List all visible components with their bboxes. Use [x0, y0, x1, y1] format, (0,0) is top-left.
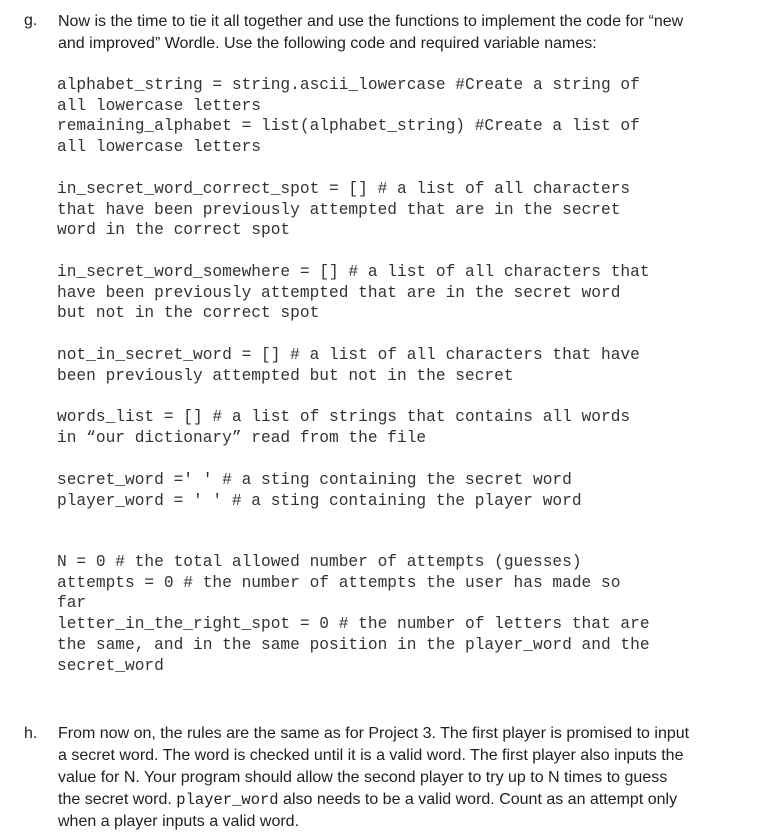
item-g-line-1: Now is the time to tie it all together and use the functions to implement the code for “new	[58, 13, 684, 30]
code-block-not-in-secret: not_in_secret_word = [] # a list of all characters that have been previously attempted but not in the secret	[57, 346, 640, 385]
item-h-line-5: when a player inputs a valid word.	[58, 813, 300, 830]
item-g-line-2: and improved” Wordle. Use the following code and required variable names:	[58, 35, 597, 52]
code-block-correct-spot: in_secret_word_correct_spot = [] # a list of all characters that have been previously attempted that are in the secret word in the correct spot	[57, 180, 631, 240]
code-block-counters: N = 0 # the total allowed number of attempts (guesses) attempts = 0 # the number of attempts the user has made so far letter_in_the_right_spot = 0 # the number of letters that are the same, and in the same position in the player_word and the secret_word	[57, 553, 650, 675]
item-g-paragraph	[58, 11, 720, 55]
item-h-line-4	[58, 789, 720, 811]
item-h-line-4-after: also needs to be a valid word. Count as an attempt only	[278, 791, 678, 808]
code-block-somewhere: in_secret_word_somewhere = [] # a list of all characters that have been previously attempted that are in the secret word but not in the correct spot	[57, 263, 650, 323]
item-h-paragraph	[58, 723, 720, 833]
code-block-words-list: words_list = [] # a list of strings that contains all words in “our dictionary” read from the file	[57, 408, 631, 447]
item-g-marker: g.	[24, 12, 38, 29]
code-block-secret-player-word: secret_word =' ' # a sting containing the secret word player_word = ' ' # a sting containing the player word	[57, 471, 582, 510]
item-h-line-3: value for N. Your program should allow the second player to try up to N times to guess	[58, 769, 668, 786]
inline-code-player-word: player_word	[176, 791, 279, 809]
item-h-line-2: a secret word. The word is checked until it is a valid word. The first player also inputs the	[58, 747, 684, 764]
code-block-alphabet: alphabet_string = string.ascii_lowercase #Create a string of all lowercase letters remaining_alphabet = list(alphabet_string) #Create a list of all lowercase letters	[57, 76, 640, 157]
item-h-marker: h.	[24, 725, 38, 742]
item-h-line-1: From now on, the rules are the same as for Project 3. The first player is promised to input	[58, 725, 690, 742]
item-h-line-4-before: the secret word.	[58, 791, 177, 808]
